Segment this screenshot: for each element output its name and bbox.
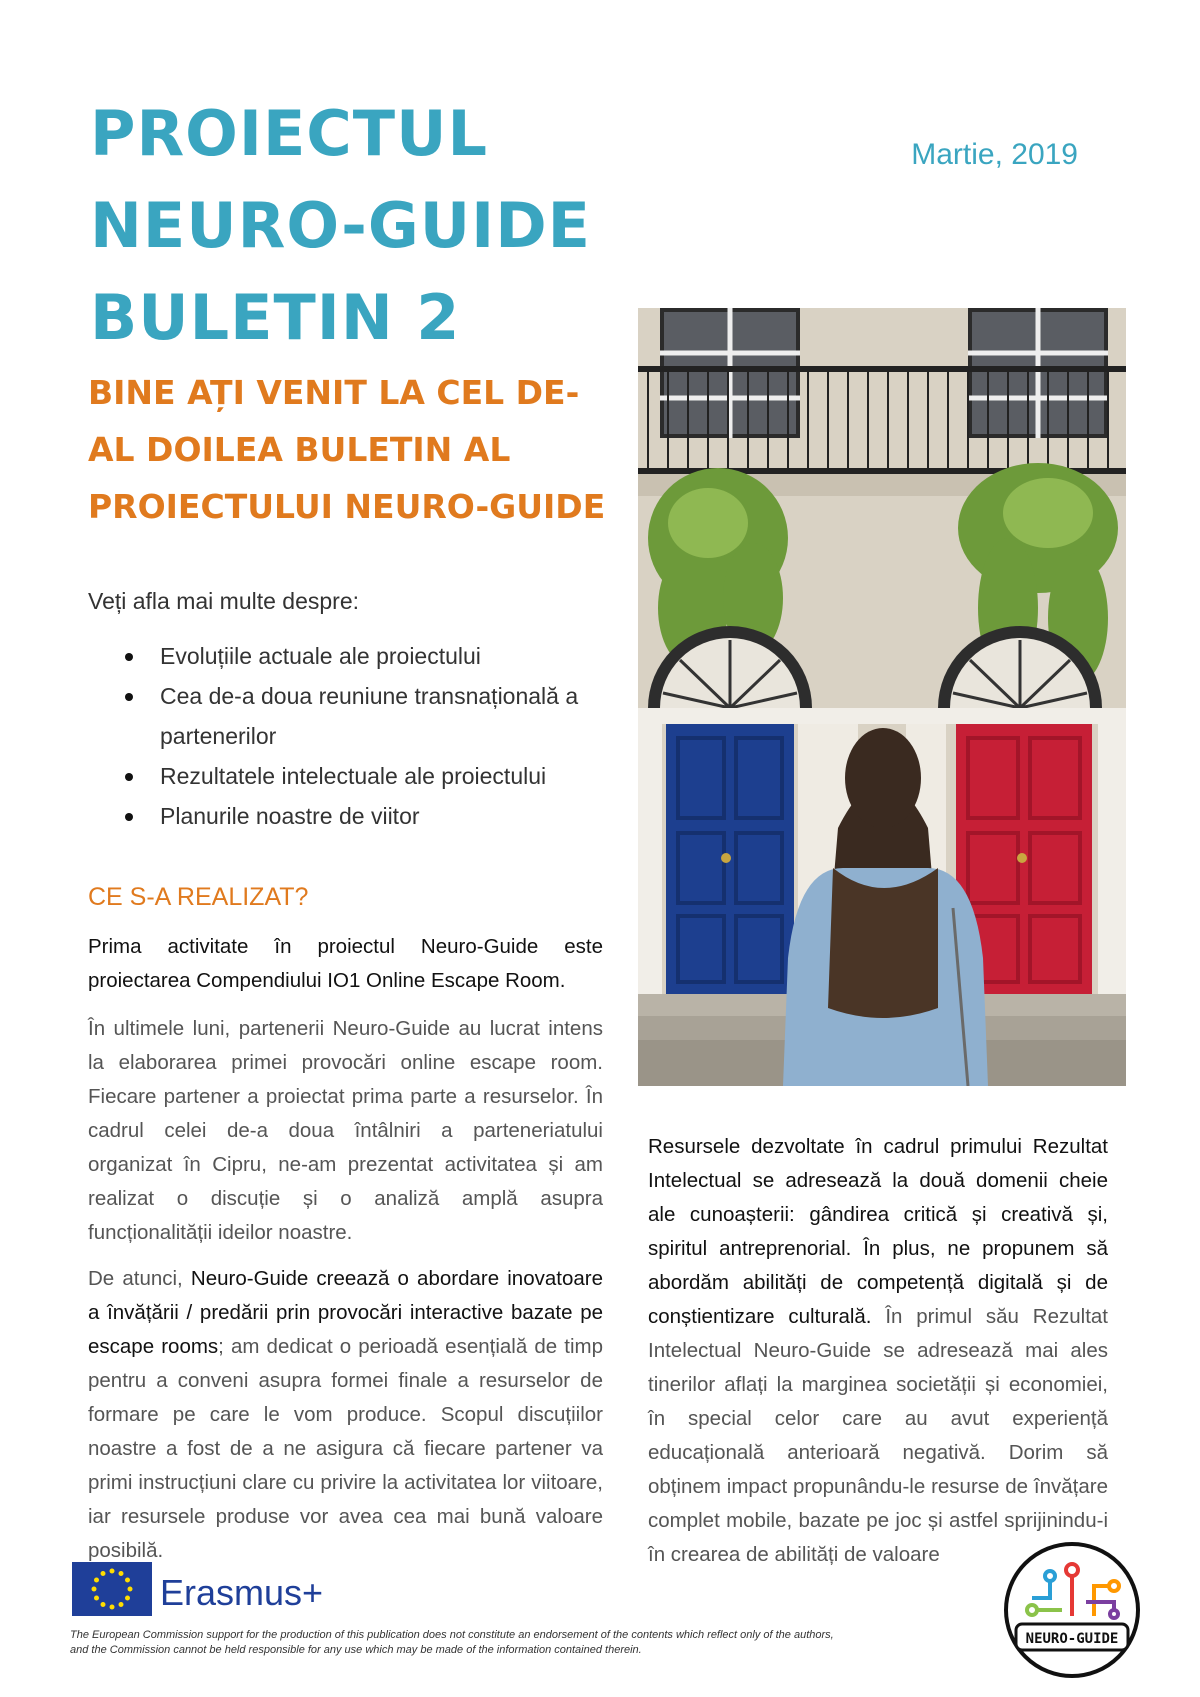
newsletter-title — [90, 88, 650, 364]
erasmus-logo — [72, 1562, 352, 1622]
lead-paragraph: Prima activitate în proiectul Neuro-Guide este proiectarea Compendiului IO1 Online Escape Room. — [88, 935, 603, 992]
list-item: Planurile noastre de viitor — [120, 796, 620, 836]
intro-text: Veți afla mai multe despre: — [88, 588, 360, 614]
right-paragraph — [648, 1130, 1108, 1572]
title-line: PROIECTUL — [90, 97, 488, 170]
section-heading: CE S-A REALIZAT? — [88, 883, 309, 911]
title-line: NEURO-GUIDE — [90, 189, 592, 262]
paragraph-text: În primul său Rezultat Intelectual Neuro-Guide se adresează mai ales tinerilor aflați la marginea societății și economiei, în special celor care au avut experiență educațională anterioară negativă. Dorim să obținem impact propunându-le resurse de învățare complet mobile, bazate pe joc și astfel sprijinindu-i în crearea de abilități de valoare — [648, 1305, 1108, 1566]
topics-list — [120, 636, 620, 836]
issue-date: Martie, 2019 — [911, 138, 1078, 171]
paragraph-text: De atunci, — [88, 1267, 191, 1290]
body-paragraph-2 — [88, 1262, 603, 1568]
paragraph-text: ; am dedicat o perioadă esențială de timp pentru a conveni asupra formei finale a resurselor de formare pe care le vom produce. Scopul discuțiilor noastre a fost de a ne asigura că fiecare partener va primi instrucțiuni clare cu privire la activitatea lor viitoare, iar resursele produse vor avea cea mai bună valoare posibilă. — [88, 1335, 603, 1562]
erasmus-label: Erasmus+ — [160, 1572, 324, 1613]
paragraph-emphasis: Resursele dezvoltate în cadrul primului Rezultat Intelectual se adresează la două domenii cheie ale cunoașterii: gândirea critică și creativă și, spiritul antreprenorial. În plus, ne propunem să abordăm abilități de competență digitală și de conștientizare culturală. — [648, 1135, 1108, 1328]
list-item: Evoluțiile actuale ale proiectului — [120, 636, 620, 676]
disclaimer: The European Commission support for the production of this publication does not constitute an endorsement of the contents which reflect only of the authors, and the Commission cannot be held responsible for any use which may be made of the information contained therein. — [70, 1629, 834, 1656]
paragraph-emphasis: Neuro-Guide creează o abordare inovatoare a învățării / predării prin provocări interactive bazate pe escape rooms — [88, 1267, 603, 1358]
list-item: Rezultatele intelectuale ale proiectului — [120, 756, 620, 796]
welcome-heading: BINE AȚI VENIT LA CEL DE-AL DOILEA BULETIN AL PROIECTULUI NEURO-GUIDE — [88, 373, 606, 526]
title-line: BULETIN 2 — [90, 281, 461, 354]
eu-flag-icon — [72, 1562, 152, 1616]
body-paragraph-1: În ultimele luni, partenerii Neuro-Guide au lucrat intens la elaborarea primei provocări online escape room. Fiecare partener a proiectat prima parte a resurselor. În cadrul celei de-a doua întâlniri a parteneriatului organizat în Cipru, ne-am prezentat activitatea și am realizat o discuție și o analiză amplă asupra funcționalității ideilor noastre. — [88, 1017, 603, 1244]
logo-text: NEURO-GUIDE — [1025, 1631, 1119, 1647]
list-item: Cea de-a doua reuniune transnațională a partenerilor — [120, 676, 620, 756]
neuro-guide-logo — [1002, 1540, 1142, 1680]
doors-photo — [638, 308, 1126, 1086]
